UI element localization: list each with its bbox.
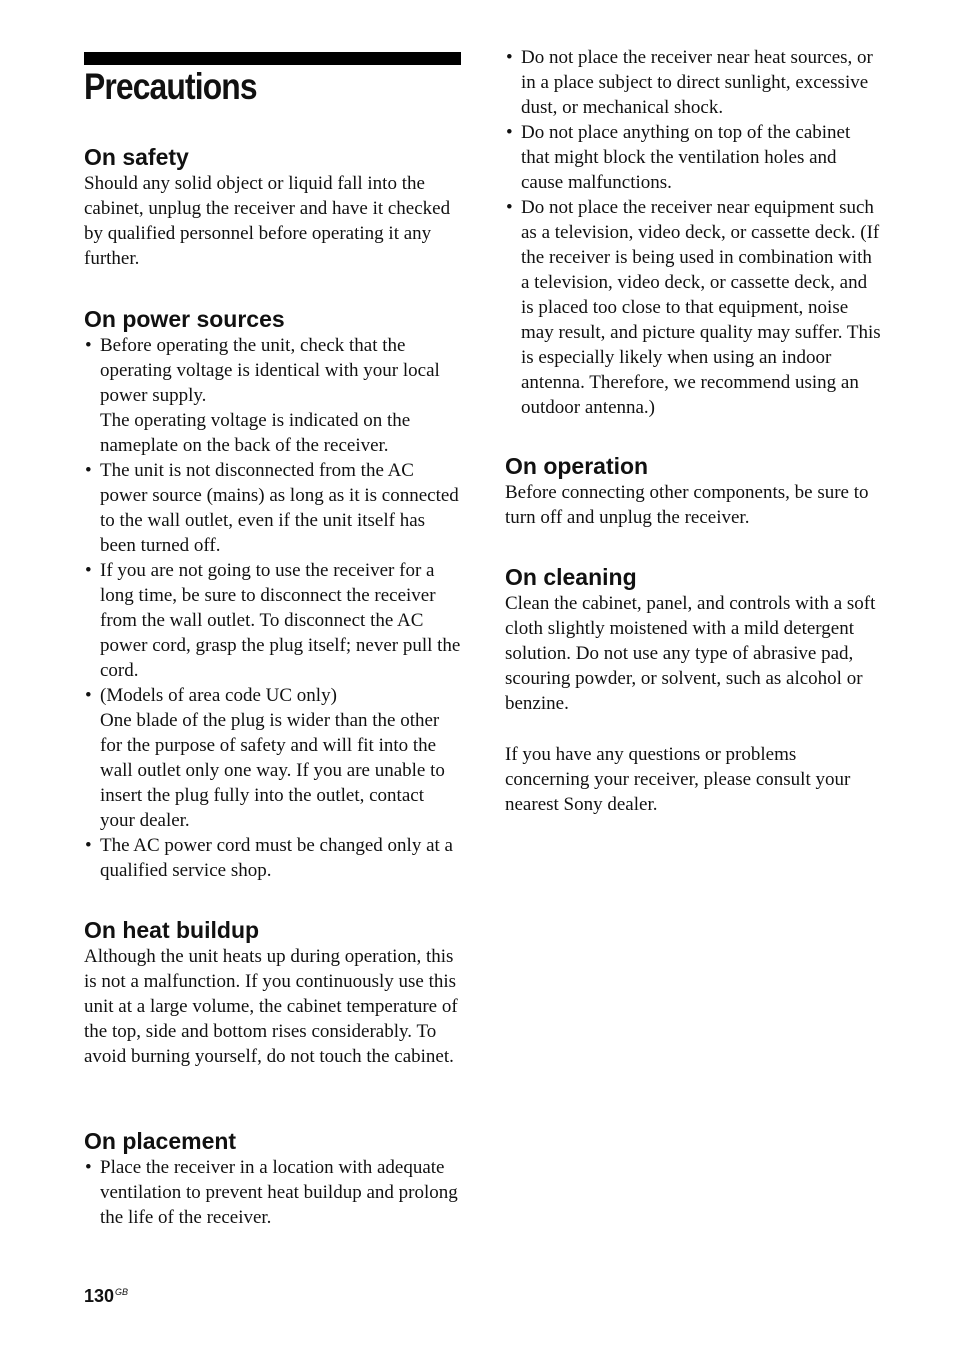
section-closing-note [505, 742, 883, 817]
list-item [84, 458, 462, 558]
list-item [505, 45, 883, 120]
closing-paragraph: If you have any questions or problems concerning your receiver, please consult your nearest Sony dealer. [505, 744, 851, 815]
page-title: Precautions [84, 66, 257, 107]
page-number-value: 130 [84, 1286, 115, 1306]
placement-list [84, 1155, 462, 1230]
section-heading-operation: On operation [505, 453, 649, 479]
cleaning-paragraph: Clean the cabinet, panel, and controls with a soft cloth slightly moistened with a mild detergent solution. Do not use any type of abrasive pad, scouring powder, or solvent, such as alcohol or benzine. [505, 593, 876, 714]
operation-paragraph: Before connecting other components, be sure to turn off and unplug the receiver. [505, 482, 869, 528]
page-number [84, 1280, 128, 1308]
list-item [84, 833, 462, 883]
list-item-text: • The AC power cord must be changed only at a qualified service shop. [100, 835, 453, 881]
list-item-text: • Before operating the unit, check that the operating voltage is identical with your local power supply. [100, 335, 440, 406]
section-on-heat-buildup [84, 916, 462, 1069]
list-item [84, 333, 462, 458]
section-on-cleaning [505, 563, 883, 716]
section-heading-cleaning: On cleaning [505, 564, 637, 590]
section-on-power-sources [84, 305, 462, 883]
section-on-safety [84, 143, 462, 271]
section-on-operation [505, 452, 883, 530]
section-heading-placement: On placement [84, 1128, 237, 1154]
list-item [84, 558, 462, 683]
section-heading-power-sources: On power sources [84, 306, 285, 332]
page-number-suffix: GB [115, 1287, 129, 1297]
placement-list-continued [505, 45, 883, 420]
list-item-text: • Do not place the receiver near heat sources, or in a place subject to direct sunlight, excessive dust, or mechanical shock. [521, 47, 873, 118]
list-item-note: One blade of the plug is wider than the other for the purpose of safety and will fit into the wall outlet only one way. If you are unable to insert the plug fully into the outlet, contact your dealer. [100, 710, 445, 831]
section-placement-continued [505, 45, 883, 420]
section-heading-heat-buildup: On heat buildup [84, 917, 260, 943]
list-item [505, 195, 883, 420]
list-item-note: The operating voltage is indicated on the nameplate on the back of the receiver. [100, 410, 411, 456]
section-heading-safety: On safety [84, 144, 189, 170]
list-item-text: • (Models of area code UC only) [100, 685, 337, 706]
list-item [84, 683, 462, 833]
power-sources-list [84, 333, 462, 883]
list-item-text: • Place the receiver in a location with adequate ventilation to prevent heat buildup and prolong the life of the receiver. [100, 1157, 458, 1228]
list-item [84, 1155, 462, 1230]
list-item-text: • The unit is not disconnected from the AC power source (mains) as long as it is connected to the wall outlet, even if the unit itself has been turned off. [100, 460, 459, 556]
list-item-text: • Do not place the receiver near equipment such as a television, video deck, or cassette deck. (If the receiver is being used in combination with a television, video deck, or cassette deck, and is placed too close to that equipment, noise may result, and picture quality may suffer. This is especially likely when using an indoor antenna. Therefore, we recommend using an outdoor antenna.) [521, 197, 881, 418]
heat-buildup-paragraph: Although the unit heats up during operation, this is not a malfunction. If you continuously use this unit at a large volume, the cabinet temperature of the top, side and bottom rises considerably. To avoid burning yourself, do not touch the cabinet. [84, 946, 458, 1067]
list-item-text: • Do not place anything on top of the cabinet that might block the ventilation holes and cause malfunctions. [521, 122, 851, 193]
list-item-text: • If you are not going to use the receiver for a long time, be sure to disconnect the receiver from the wall outlet. To disconnect the AC power cord, grasp the plug itself; never pull the cord. [100, 560, 461, 681]
list-item [505, 120, 883, 195]
safety-paragraph: Should any solid object or liquid fall into the cabinet, unplug the receiver and have it checked by qualified personnel before operating it any further. [84, 173, 451, 269]
section-on-placement [84, 1127, 462, 1230]
